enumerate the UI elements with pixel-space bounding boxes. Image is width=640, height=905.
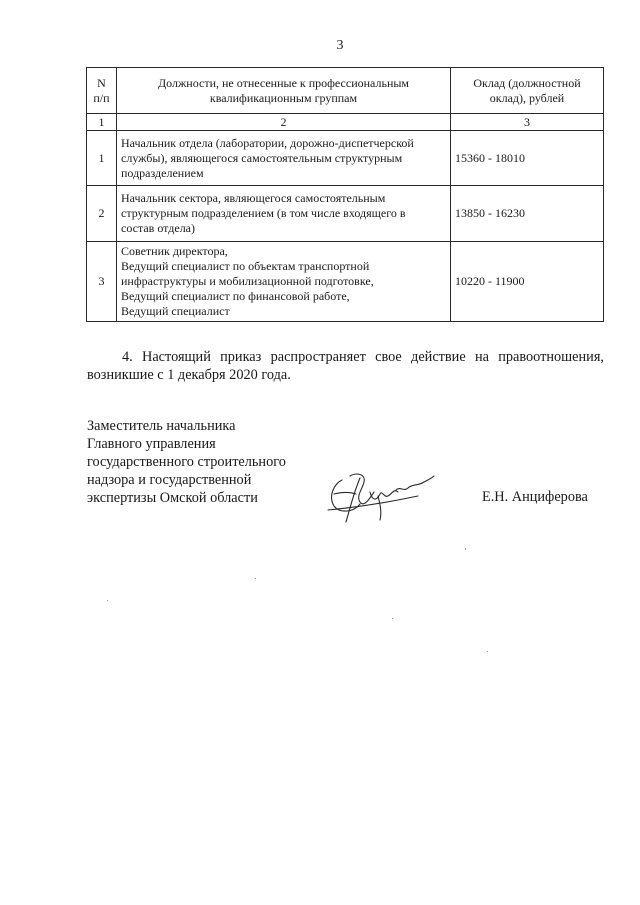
handwritten-signature — [320, 462, 440, 528]
scan-speck — [392, 618, 393, 619]
scan-speck — [465, 548, 466, 550]
table-header-row — [87, 68, 604, 114]
salary-cell: 15360 - 18010 — [451, 131, 604, 186]
effective-date-paragraph — [87, 348, 604, 384]
page-number: 3 — [336, 38, 344, 53]
table-row — [87, 131, 604, 186]
signer-title-line: государственного строительного — [87, 454, 286, 470]
signer-title-line: экспертизы Омской области — [87, 490, 258, 506]
position-cell — [117, 242, 451, 322]
position-line: Ведущий специалист по финансовой работе, — [121, 289, 350, 303]
position-line: структурным подразделением (в том числе входящего в — [121, 206, 406, 220]
position-line: Советник директора, — [121, 244, 228, 258]
column-numbers-row — [87, 114, 604, 131]
position-cell — [117, 186, 451, 242]
position-line: Начальник сектора, являющегося самостоятельным — [121, 191, 386, 205]
position-line: службы), являющегося самостоятельным структурным — [121, 150, 403, 165]
table-row — [87, 186, 604, 242]
salary-cell: 13850 - 16230 — [451, 186, 604, 242]
position-line: состав отдела) — [121, 221, 196, 235]
column-number-cell: 2 — [117, 114, 451, 131]
column-number-cell: 3 — [451, 114, 604, 131]
position-line: Ведущий специалист — [121, 304, 230, 318]
signer-name: Е.Н. Анциферова — [482, 489, 588, 505]
header-position: Должности, не отнесенные к профессиональным квалификационным группам — [117, 68, 451, 114]
row-number: 2 — [87, 186, 117, 242]
salary-cell: 10220 - 11900 — [451, 242, 604, 322]
position-cell — [117, 131, 451, 186]
positions-salary-table — [86, 67, 604, 322]
scan-speck — [107, 600, 108, 601]
table-row — [87, 242, 604, 322]
signer-title-line: Заместитель начальника — [87, 418, 236, 434]
position-line: Начальник отдела (лаборатории, дорожно-диспетчерской — [121, 135, 414, 150]
header-salary: Оклад (должностной оклад), рублей — [451, 68, 604, 114]
position-line: Ведущий специалист по объектам транспортной — [121, 259, 370, 273]
scan-speck — [487, 651, 488, 652]
column-number-cell: 1 — [87, 114, 117, 131]
position-line: подразделением — [121, 165, 204, 180]
header-number: N п/п — [87, 68, 117, 114]
row-number: 1 — [87, 131, 117, 186]
paragraph-text: 4. Настоящий приказ распространяет свое действие на правоотношения, возникшие с 1 декабря 2020 года. — [87, 349, 604, 383]
position-line: инфраструктуры и мобилизационной подготовке, — [121, 274, 374, 288]
signer-title-line: Главного управления — [87, 436, 216, 452]
signer-title-line: надзора и государственной — [87, 472, 252, 488]
scan-speck — [255, 578, 256, 579]
signer-title — [87, 417, 286, 507]
row-number: 3 — [87, 242, 117, 322]
